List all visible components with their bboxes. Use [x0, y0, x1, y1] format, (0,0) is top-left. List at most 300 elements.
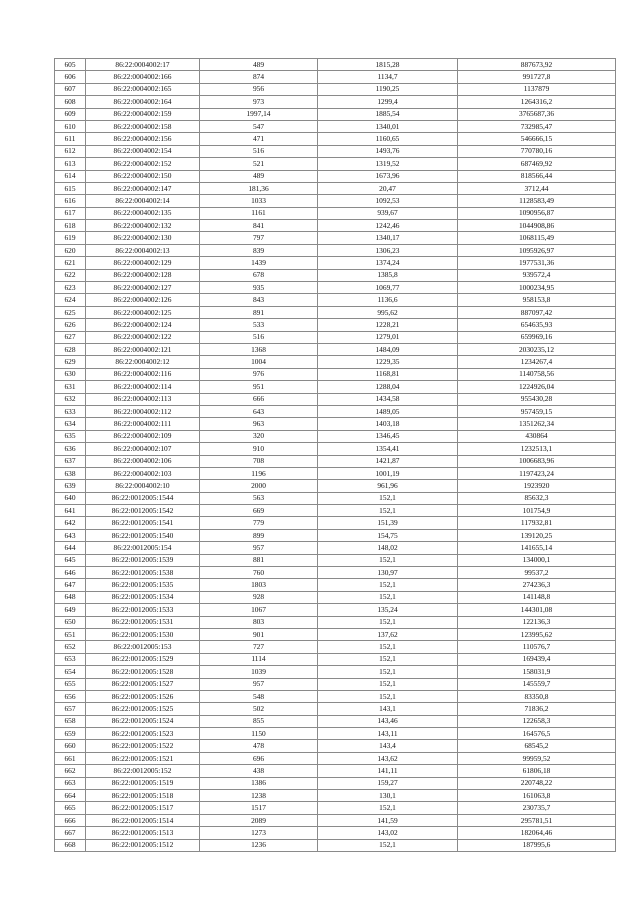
cadastral-number-cell: 86:22:0004002:129 [86, 257, 200, 269]
table-row [55, 381, 616, 393]
specific-value-cell: 154,75 [318, 529, 458, 541]
cadastral-value-cell: 1224926,04 [458, 381, 616, 393]
area-cell: 489 [200, 59, 318, 71]
area-cell: 696 [200, 752, 318, 764]
area-cell: 901 [200, 628, 318, 640]
cadastral-number-cell: 86:22:0004002:124 [86, 319, 200, 331]
table-row [55, 567, 616, 579]
cadastral-value-cell: 887097,42 [458, 306, 616, 318]
table-row [55, 616, 616, 628]
cadastral-value-cell: 991727,8 [458, 71, 616, 83]
cadastral-number-cell: 86:22:0012005:1544 [86, 492, 200, 504]
row-number-cell: 646 [55, 567, 86, 579]
specific-value-cell: 143,11 [318, 728, 458, 740]
cadastral-number-cell: 86:22:0004002:147 [86, 182, 200, 194]
area-cell: 1803 [200, 579, 318, 591]
cadastral-number-cell: 86:22:0012005:154 [86, 542, 200, 554]
cadastral-number-cell: 86:22:0012005:1512 [86, 839, 200, 851]
cadastral-value-cell: 230735,7 [458, 802, 616, 814]
cadastral-number-cell: 86:22:0004002:12 [86, 356, 200, 368]
table-row [55, 653, 616, 665]
cadastral-value-cell: 141655,14 [458, 542, 616, 554]
cadastral-value-cell: 145559,7 [458, 678, 616, 690]
cadastral-value-cell: 158031,9 [458, 666, 616, 678]
cadastral-value-cell: 887673,92 [458, 59, 616, 71]
specific-value-cell: 1306,23 [318, 244, 458, 256]
cadastral-value-cell: 770780,16 [458, 145, 616, 157]
table-row [55, 517, 616, 529]
table-row [55, 790, 616, 802]
cadastral-value-cell: 123995,62 [458, 628, 616, 640]
row-number-cell: 645 [55, 554, 86, 566]
specific-value-cell: 141,59 [318, 814, 458, 826]
table-row [55, 182, 616, 194]
specific-value-cell: 1168,81 [318, 368, 458, 380]
table-row [55, 207, 616, 219]
cadastral-number-cell: 86:22:0004002:113 [86, 393, 200, 405]
row-number-cell: 608 [55, 96, 86, 108]
area-cell: 956 [200, 83, 318, 95]
specific-value-cell: 1340,01 [318, 120, 458, 132]
cadastral-value-cell: 61806,18 [458, 765, 616, 777]
cadastral-value-cell: 110576,7 [458, 641, 616, 653]
cadastral-value-cell: 182064,46 [458, 827, 616, 839]
specific-value-cell: 152,1 [318, 653, 458, 665]
cadastral-number-cell: 86:22:0012005:1538 [86, 567, 200, 579]
cadastral-number-cell: 86:22:0012005:1539 [86, 554, 200, 566]
area-cell: 489 [200, 170, 318, 182]
cadastral-value-cell: 274236,3 [458, 579, 616, 591]
specific-value-cell: 939,67 [318, 207, 458, 219]
cadastral-number-cell: 86:22:0012005:1533 [86, 604, 200, 616]
specific-value-cell: 143,46 [318, 715, 458, 727]
table-row [55, 133, 616, 145]
row-number-cell: 653 [55, 653, 86, 665]
table-row [55, 690, 616, 702]
row-number-cell: 619 [55, 232, 86, 244]
row-number-cell: 647 [55, 579, 86, 591]
table-body [55, 59, 616, 852]
cadastral-value-cell: 122658,3 [458, 715, 616, 727]
cadastral-value-cell: 220748,22 [458, 777, 616, 789]
row-number-cell: 635 [55, 430, 86, 442]
area-cell: 502 [200, 703, 318, 715]
specific-value-cell: 1673,96 [318, 170, 458, 182]
cadastral-number-cell: 86:22:0012005:1528 [86, 666, 200, 678]
area-cell: 855 [200, 715, 318, 727]
table-row [55, 393, 616, 405]
specific-value-cell: 1493,76 [318, 145, 458, 157]
area-cell: 181,36 [200, 182, 318, 194]
row-number-cell: 668 [55, 839, 86, 851]
row-number-cell: 660 [55, 740, 86, 752]
row-number-cell: 651 [55, 628, 86, 640]
cadastral-value-cell: 99959,52 [458, 752, 616, 764]
area-cell: 643 [200, 405, 318, 417]
cadastral-value-cell: 818566,44 [458, 170, 616, 182]
row-number-cell: 649 [55, 604, 86, 616]
area-cell: 1997,14 [200, 108, 318, 120]
table-row [55, 306, 616, 318]
row-number-cell: 637 [55, 455, 86, 467]
specific-value-cell: 1228,21 [318, 319, 458, 331]
table-row [55, 71, 616, 83]
table-row [55, 628, 616, 640]
table-row [55, 678, 616, 690]
cadastral-number-cell: 86:22:0012005:1541 [86, 517, 200, 529]
row-number-cell: 610 [55, 120, 86, 132]
cadastral-value-cell: 1140758,56 [458, 368, 616, 380]
cadastral-number-cell: 86:22:0012005:1531 [86, 616, 200, 628]
specific-value-cell: 152,1 [318, 641, 458, 653]
table-row [55, 777, 616, 789]
cadastral-number-cell: 86:22:0012005:1517 [86, 802, 200, 814]
cadastral-number-cell: 86:22:0004002:135 [86, 207, 200, 219]
cadastral-number-cell: 86:22:0004002:107 [86, 443, 200, 455]
area-cell: 2089 [200, 814, 318, 826]
cadastral-number-cell: 86:22:0004002:159 [86, 108, 200, 120]
cadastral-value-cell: 939572,4 [458, 269, 616, 281]
row-number-cell: 634 [55, 418, 86, 430]
row-number-cell: 641 [55, 505, 86, 517]
cadastral-number-cell: 86:22:0012005:1530 [86, 628, 200, 640]
table-row [55, 257, 616, 269]
specific-value-cell: 1279,01 [318, 331, 458, 343]
row-number-cell: 620 [55, 244, 86, 256]
table-row [55, 752, 616, 764]
specific-value-cell: 995,62 [318, 306, 458, 318]
specific-value-cell: 1136,6 [318, 294, 458, 306]
cadastral-number-cell: 86:22:0004002:132 [86, 220, 200, 232]
table-row [55, 443, 616, 455]
cadastral-number-cell: 86:22:0004002:121 [86, 343, 200, 355]
table-row [55, 480, 616, 492]
specific-value-cell: 1134,7 [318, 71, 458, 83]
table-row [55, 740, 616, 752]
table-row [55, 59, 616, 71]
row-number-cell: 662 [55, 765, 86, 777]
specific-value-cell: 1421,87 [318, 455, 458, 467]
row-number-cell: 622 [55, 269, 86, 281]
row-number-cell: 644 [55, 542, 86, 554]
cadastral-number-cell: 86:22:0004002:109 [86, 430, 200, 442]
specific-value-cell: 1340,17 [318, 232, 458, 244]
table-row [55, 802, 616, 814]
row-number-cell: 667 [55, 827, 86, 839]
cadastral-value-cell: 1977531,36 [458, 257, 616, 269]
specific-value-cell: 1374,24 [318, 257, 458, 269]
area-cell: 1236 [200, 839, 318, 851]
row-number-cell: 633 [55, 405, 86, 417]
cadastral-number-cell: 86:22:0004002:154 [86, 145, 200, 157]
cadastral-value-cell: 955430,28 [458, 393, 616, 405]
cadastral-value-cell: 134000,1 [458, 554, 616, 566]
specific-value-cell: 1299,4 [318, 96, 458, 108]
specific-value-cell: 1160,65 [318, 133, 458, 145]
table-row [55, 814, 616, 826]
table-row [55, 579, 616, 591]
area-cell: 478 [200, 740, 318, 752]
specific-value-cell: 152,1 [318, 666, 458, 678]
table-row [55, 467, 616, 479]
specific-value-cell: 143,4 [318, 740, 458, 752]
row-number-cell: 643 [55, 529, 86, 541]
row-number-cell: 615 [55, 182, 86, 194]
cadastral-value-cell: 117932,81 [458, 517, 616, 529]
cadastral-number-cell: 86:22:0004002:13 [86, 244, 200, 256]
table-row [55, 170, 616, 182]
area-cell: 891 [200, 306, 318, 318]
specific-value-cell: 1815,28 [318, 59, 458, 71]
row-number-cell: 664 [55, 790, 86, 802]
area-cell: 563 [200, 492, 318, 504]
cadastral-number-cell: 86:22:0004002:17 [86, 59, 200, 71]
row-number-cell: 654 [55, 666, 86, 678]
area-cell: 1439 [200, 257, 318, 269]
area-cell: 1196 [200, 467, 318, 479]
row-number-cell: 609 [55, 108, 86, 120]
cadastral-value-cell: 85632,3 [458, 492, 616, 504]
table-row [55, 158, 616, 170]
area-cell: 1150 [200, 728, 318, 740]
specific-value-cell: 961,96 [318, 480, 458, 492]
specific-value-cell: 143,1 [318, 703, 458, 715]
table-row [55, 604, 616, 616]
cadastral-value-cell: 141148,8 [458, 591, 616, 603]
row-number-cell: 607 [55, 83, 86, 95]
specific-value-cell: 151,39 [318, 517, 458, 529]
cadastral-number-cell: 86:22:0004002:130 [86, 232, 200, 244]
specific-value-cell: 137,62 [318, 628, 458, 640]
specific-value-cell: 143,62 [318, 752, 458, 764]
row-number-cell: 606 [55, 71, 86, 83]
table-row [55, 839, 616, 851]
table-row [55, 195, 616, 207]
cadastral-number-cell: 86:22:0012005:153 [86, 641, 200, 653]
cadastral-value-cell: 1923920 [458, 480, 616, 492]
cadastral-value-cell: 161063,8 [458, 790, 616, 802]
cadastral-number-cell: 86:22:0012005:1521 [86, 752, 200, 764]
cadastral-number-cell: 86:22:0004002:14 [86, 195, 200, 207]
area-cell: 928 [200, 591, 318, 603]
area-cell: 1039 [200, 666, 318, 678]
specific-value-cell: 152,1 [318, 802, 458, 814]
cadastral-value-cell: 1234267,4 [458, 356, 616, 368]
area-cell: 976 [200, 368, 318, 380]
area-cell: 1004 [200, 356, 318, 368]
area-cell: 973 [200, 96, 318, 108]
cadastral-number-cell: 86:22:0012005:1525 [86, 703, 200, 715]
area-cell: 874 [200, 71, 318, 83]
table-row [55, 343, 616, 355]
table-row [55, 666, 616, 678]
table-row [55, 430, 616, 442]
area-cell: 521 [200, 158, 318, 170]
area-cell: 678 [200, 269, 318, 281]
specific-value-cell: 1403,18 [318, 418, 458, 430]
cadastral-value-cell: 3765687,36 [458, 108, 616, 120]
specific-value-cell: 152,1 [318, 492, 458, 504]
table-row [55, 591, 616, 603]
cadastral-number-cell: 86:22:0012005:1527 [86, 678, 200, 690]
area-cell: 533 [200, 319, 318, 331]
area-cell: 727 [200, 641, 318, 653]
specific-value-cell: 1885,54 [318, 108, 458, 120]
row-number-cell: 659 [55, 728, 86, 740]
cadastral-number-cell: 86:22:0004002:10 [86, 480, 200, 492]
cadastral-number-cell: 86:22:0004002:106 [86, 455, 200, 467]
cadastral-number-cell: 86:22:0012005:1514 [86, 814, 200, 826]
cadastral-value-cell: 659969,16 [458, 331, 616, 343]
table-row [55, 765, 616, 777]
cadastral-number-cell: 86:22:0012005:1519 [86, 777, 200, 789]
table-row [55, 455, 616, 467]
table-row [55, 120, 616, 132]
specific-value-cell: 1385,8 [318, 269, 458, 281]
cadastral-number-cell: 86:22:0004002:122 [86, 331, 200, 343]
cadastral-number-cell: 86:22:0012005:1522 [86, 740, 200, 752]
specific-value-cell: 1434,58 [318, 393, 458, 405]
table-row [55, 331, 616, 343]
specific-value-cell: 152,1 [318, 579, 458, 591]
specific-value-cell: 159,27 [318, 777, 458, 789]
area-cell: 471 [200, 133, 318, 145]
row-number-cell: 630 [55, 368, 86, 380]
cadastral-value-cell: 430864 [458, 430, 616, 442]
cadastral-number-cell: 86:22:0004002:126 [86, 294, 200, 306]
cadastral-number-cell: 86:22:0012005:1542 [86, 505, 200, 517]
cadastral-number-cell: 86:22:0004002:150 [86, 170, 200, 182]
specific-value-cell: 1288,04 [318, 381, 458, 393]
table-row [55, 554, 616, 566]
cadastral-number-cell: 86:22:0012005:1540 [86, 529, 200, 541]
table-row [55, 505, 616, 517]
area-cell: 957 [200, 678, 318, 690]
cadastral-value-cell: 1090956,87 [458, 207, 616, 219]
row-number-cell: 648 [55, 591, 86, 603]
cadastral-value-cell: 295781,51 [458, 814, 616, 826]
specific-value-cell: 135,24 [318, 604, 458, 616]
cadastral-number-cell: 86:22:0004002:158 [86, 120, 200, 132]
specific-value-cell: 152,1 [318, 591, 458, 603]
row-number-cell: 611 [55, 133, 86, 145]
row-number-cell: 661 [55, 752, 86, 764]
cadastral-value-cell: 654635,93 [458, 319, 616, 331]
specific-value-cell: 130,97 [318, 567, 458, 579]
area-cell: 516 [200, 331, 318, 343]
specific-value-cell: 148,02 [318, 542, 458, 554]
row-number-cell: 658 [55, 715, 86, 727]
cadastral-number-cell: 86:22:0012005:1526 [86, 690, 200, 702]
cadastral-number-cell: 86:22:0004002:164 [86, 96, 200, 108]
row-number-cell: 656 [55, 690, 86, 702]
cadastral-value-cell: 99537,2 [458, 567, 616, 579]
cadastral-value-cell: 1000234,95 [458, 282, 616, 294]
area-cell: 320 [200, 430, 318, 442]
cadastral-value-cell: 187995,6 [458, 839, 616, 851]
specific-value-cell: 1069,77 [318, 282, 458, 294]
cadastral-value-table [54, 58, 616, 852]
specific-value-cell: 152,1 [318, 505, 458, 517]
area-cell: 1386 [200, 777, 318, 789]
cadastral-value-cell: 958153,8 [458, 294, 616, 306]
area-cell: 547 [200, 120, 318, 132]
row-number-cell: 666 [55, 814, 86, 826]
area-cell: 797 [200, 232, 318, 244]
area-cell: 1273 [200, 827, 318, 839]
table-row [55, 641, 616, 653]
area-cell: 881 [200, 554, 318, 566]
table-row [55, 294, 616, 306]
table-row [55, 244, 616, 256]
cadastral-value-cell: 83350,8 [458, 690, 616, 702]
specific-value-cell: 1346,45 [318, 430, 458, 442]
specific-value-cell: 152,1 [318, 616, 458, 628]
cadastral-number-cell: 86:22:0012005:1535 [86, 579, 200, 591]
row-number-cell: 655 [55, 678, 86, 690]
area-cell: 935 [200, 282, 318, 294]
area-cell: 963 [200, 418, 318, 430]
row-number-cell: 639 [55, 480, 86, 492]
cadastral-value-cell: 1128583,49 [458, 195, 616, 207]
area-cell: 839 [200, 244, 318, 256]
specific-value-cell: 1354,41 [318, 443, 458, 455]
row-number-cell: 626 [55, 319, 86, 331]
table-row [55, 145, 616, 157]
table-row [55, 319, 616, 331]
area-cell: 2000 [200, 480, 318, 492]
cadastral-number-cell: 86:22:0012005:1523 [86, 728, 200, 740]
cadastral-number-cell: 86:22:0004002:111 [86, 418, 200, 430]
cadastral-value-cell: 101754,9 [458, 505, 616, 517]
specific-value-cell: 1242,46 [318, 220, 458, 232]
table-row [55, 356, 616, 368]
cadastral-number-cell: 86:22:0004002:112 [86, 405, 200, 417]
row-number-cell: 605 [55, 59, 86, 71]
area-cell: 669 [200, 505, 318, 517]
cadastral-value-cell: 687469,92 [458, 158, 616, 170]
cadastral-value-cell: 3712,44 [458, 182, 616, 194]
cadastral-value-cell: 1068115,49 [458, 232, 616, 244]
table-row [55, 728, 616, 740]
table-row [55, 827, 616, 839]
cadastral-value-cell: 1006683,96 [458, 455, 616, 467]
cadastral-number-cell: 86:22:0004002:128 [86, 269, 200, 281]
cadastral-value-cell: 71836,2 [458, 703, 616, 715]
cadastral-value-cell: 732985,47 [458, 120, 616, 132]
area-cell: 910 [200, 443, 318, 455]
cadastral-number-cell: 86:22:0004002:116 [86, 368, 200, 380]
table-row [55, 368, 616, 380]
area-cell: 1161 [200, 207, 318, 219]
cadastral-value-cell: 546666,15 [458, 133, 616, 145]
row-number-cell: 652 [55, 641, 86, 653]
area-cell: 1033 [200, 195, 318, 207]
row-number-cell: 663 [55, 777, 86, 789]
cadastral-value-cell: 1044908,86 [458, 220, 616, 232]
table-row [55, 220, 616, 232]
cadastral-value-cell: 1264316,2 [458, 96, 616, 108]
row-number-cell: 623 [55, 282, 86, 294]
row-number-cell: 642 [55, 517, 86, 529]
specific-value-cell: 1229,35 [318, 356, 458, 368]
row-number-cell: 629 [55, 356, 86, 368]
table-row [55, 492, 616, 504]
row-number-cell: 631 [55, 381, 86, 393]
row-number-cell: 614 [55, 170, 86, 182]
row-number-cell: 627 [55, 331, 86, 343]
table-row [55, 232, 616, 244]
